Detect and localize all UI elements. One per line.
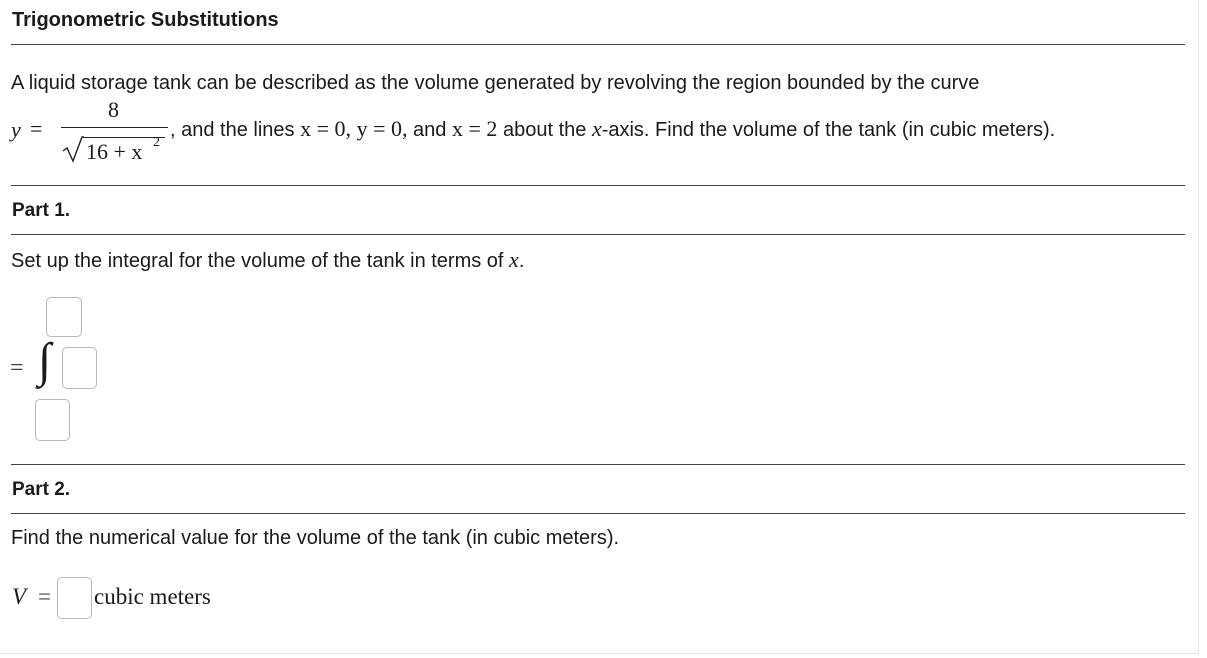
integrand-input[interactable]	[62, 347, 97, 389]
equals-sign: =	[30, 116, 43, 141]
denominator-exponent: 2	[153, 135, 160, 150]
part1-prompt	[11, 247, 524, 273]
part1-end-divider	[11, 464, 1185, 465]
axis-variable: x	[591, 116, 602, 141]
volume-equals-sign: =	[38, 584, 51, 609]
problem-intro: A liquid storage tank can be described as the volume generated by revolving the region bounded by the curve	[11, 72, 980, 94]
x-eq-0: x = 0,	[300, 116, 352, 141]
part1-divider	[11, 234, 1185, 235]
and-text: and	[407, 119, 452, 141]
fraction-denominator: 16 + x	[86, 139, 143, 164]
and-lines-text: , and the lines	[170, 119, 301, 141]
volume-input[interactable]	[57, 577, 92, 619]
part2-prompt: Find the numerical value for the volume of the tank (in cubic meters).	[11, 527, 620, 549]
about-text: about the	[497, 119, 592, 141]
sqrt-icon	[62, 136, 84, 163]
equation-continuation	[170, 116, 1055, 142]
problem-title: Trigonometric Substitutions	[12, 9, 279, 31]
y-variable: y	[11, 117, 21, 142]
part1-prompt-period: .	[518, 250, 525, 272]
integral-sign: ∫	[38, 334, 52, 387]
problem-tail: -axis. Find the volume of the tank (in cubic meters).	[601, 119, 1056, 141]
x-eq-2: x = 2	[451, 116, 498, 141]
title-divider	[11, 44, 1185, 45]
statement-divider	[11, 185, 1185, 186]
volume-unit: cubic meters	[94, 584, 211, 609]
fraction-numerator: 8	[108, 97, 119, 122]
y-eq-0: y = 0,	[356, 116, 408, 141]
part2-label: Part 2.	[12, 479, 71, 500]
part1-label: Part 1.	[12, 200, 71, 221]
part1-prompt-text: Set up the integral for the volume of the tank in terms of	[11, 250, 510, 272]
upper-limit-input[interactable]	[46, 297, 82, 337]
part2-divider	[11, 513, 1185, 514]
lower-limit-input[interactable]	[35, 399, 70, 441]
integral-equals-sign: =	[10, 355, 24, 381]
part1-prompt-variable: x	[509, 247, 519, 272]
fraction-bar	[61, 127, 168, 128]
volume-variable: V	[12, 584, 27, 609]
